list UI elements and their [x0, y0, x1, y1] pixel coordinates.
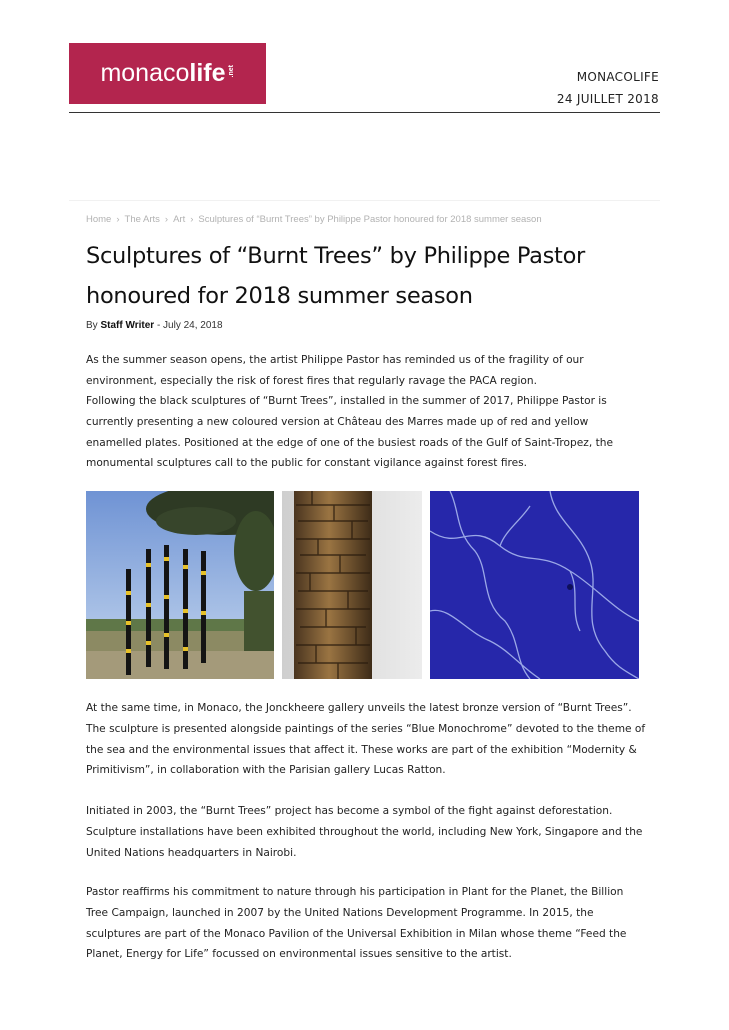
publication-date: 24 JUILLET 2018 [556, 92, 659, 106]
paragraph-1: As the summer season opens, the artist Philippe Pastor has reminded us of the fragility of our environment, especially the risk of forest fires that regularly ravage the PACA region. [86, 354, 584, 387]
article-title: Sculptures of “Burnt Trees” by Philippe Pastor honoured for 2018 summer season [86, 243, 585, 309]
logo-suffix: .net [227, 65, 235, 78]
breadcrumb [86, 214, 542, 225]
content-divider [69, 200, 660, 201]
photo-burnt-trees-installation[interactable] [86, 491, 274, 679]
monacolife-logo[interactable] [69, 43, 266, 104]
breadcrumb-art[interactable]: Art [173, 214, 186, 225]
paragraph-4: Initiated in 2003, the “Burnt Trees” project has become a symbol of the fight against deforestation. Sculpture installations have been exhibited throughout the world, including New York, Singapore and the United Nations headquarters in Nairobi. [86, 805, 643, 859]
byline-prefix: By [86, 320, 98, 331]
paragraph-5: Pastor reaffirms his commitment to nature through his participation in Plant for the Planet, the Billion Tree Campaign, launched in 2007 by the United Nations Development Programme. In 2015, the sculptures are part of the Monaco Pavilion of the Universal Exhibition in Milan whose theme “Feed the Planet, Energy for Life” focussed on environmental issues sensitive to the artist. [86, 886, 627, 961]
author-link[interactable]: Staff Writer [100, 320, 155, 331]
paragraph-2: Following the black sculptures of “Burnt Trees”, installed in the summer of 2017, Philippe Pastor is currently presenting a new coloured version at Château des Marres made up of red and yellow enamelled plates. Positioned at the edge of one of the busiest roads of the Gulf of Saint-Tropez, the monumental sculptures call to the public for constant vigilance against forest fires. [86, 395, 613, 470]
photo-bronze-burnt-tree[interactable] [282, 491, 422, 679]
breadcrumb-separator: › [190, 214, 194, 225]
byline-date: - July 24, 2018 [156, 320, 223, 331]
photo-blue-monochrome[interactable] [430, 491, 639, 679]
breadcrumb-current: Sculptures of “Burnt Trees” by Philippe Pastor honoured for 2018 summer season [198, 214, 542, 225]
byline [86, 320, 223, 331]
logo-text-bold: life [189, 59, 226, 87]
breadcrumb-separator: › [164, 214, 169, 225]
logo-text-plain: monaco [100, 59, 190, 87]
breadcrumb-home[interactable]: Home [86, 214, 112, 225]
header-divider [69, 112, 660, 113]
breadcrumb-separator: › [116, 214, 120, 225]
masthead-info [557, 66, 659, 110]
paragraph-3: At the same time, in Monaco, the Jonckheere gallery unveils the latest bronze version of “Burnt Trees”. The sculpture is presented alongside paintings of the series “Blue Monochrome” devoted to the theme of the sea and the environmental issues that affect it. These works are part of the exhibition “Modernity & Primitivism”, in collaboration with the Parisian gallery Lucas Ratton. [86, 702, 646, 777]
publication-name: MONACOLIFE [576, 70, 659, 84]
breadcrumb-the-arts[interactable]: The Arts [124, 214, 160, 225]
